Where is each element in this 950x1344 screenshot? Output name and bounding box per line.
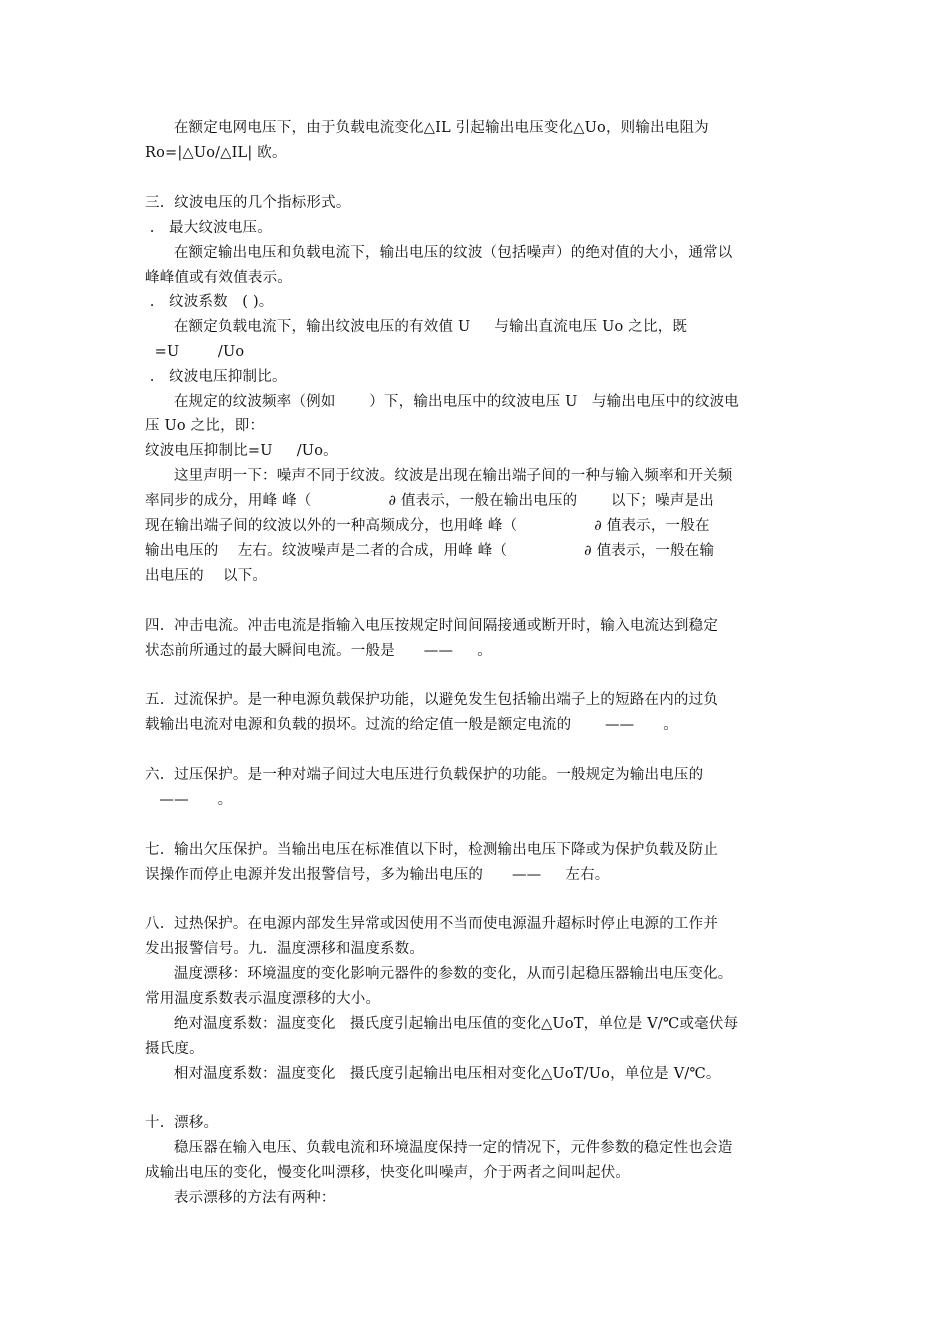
section-heading: 三. 纹波电压的几个指标形式。 (145, 195, 351, 211)
text-line: 输出电压的 左右。纹波噪声是二者的合成，用峰 峰（ ∂ 值表示，一般在输 (145, 543, 715, 559)
text-line: 压 Uo 之比，即： (145, 418, 265, 434)
text-line: 出电压的 以下。 (145, 568, 268, 584)
section-heading: 六. 过压保护。是一种对端子间过大电压进行负载保护的功能。一般规定为输出电压的 (145, 767, 704, 783)
section-heading: 四. 冲击电流。冲击电流是指输入电压按规定时间间隔接通或断开时，输入电流达到稳定 (145, 618, 719, 634)
text-line: . 纹波系数 ( )。 (145, 294, 274, 310)
text-line: 状态前所通过的最大瞬间电流。一般是 —— 。 (145, 643, 492, 659)
text-line: 峰峰值或有效值表示。 (145, 270, 292, 286)
text-line: —— 。 (145, 792, 233, 808)
text-line: 在额定负载电流下，输出纹波电压的有效值 U 与输出直流电压 Uo 之比，既 (145, 319, 688, 335)
text-line: 在规定的纹波频率（例如 ）下，输出电压中的纹波电压 U 与输出电压中的纹波电 (145, 394, 739, 410)
text-line: 在额定电网电压下，由于负载电流变化△IL 引起输出电压变化△Uo，则输出电阻为 (145, 120, 709, 136)
text-line: 温度漂移：环境温度的变化影响元器件的参数的变化，从而引起稳压器输出电压变化。 (145, 966, 733, 982)
section-heading: 十. 漂移。 (145, 1115, 219, 1131)
section-heading: 七. 输出欠压保护。当输出电压在标准值以下时，检测输出电压下降或为保护负载及防止 (145, 842, 719, 858)
text-line: 绝对温度系数：温度变化 摄氏度引起输出电压值的变化△UoT，单位是 V/℃或毫伏每 (145, 1016, 739, 1032)
text-line: 在额定输出电压和负载电流下，输出电压的纹波（包括噪声）的绝对值的大小，通常以 (145, 245, 733, 261)
text-line: 现在输出端子间的纹波以外的一种高频成分，也用峰 峰（ ∂ 值表示，一般在 (145, 518, 710, 534)
text-line: 发出报警信号。九. 温度漂移和温度系数。 (145, 941, 425, 957)
text-line: 相对温度系数：温度变化 摄氏度引起输出电压相对变化△UoT/Uo，单位是 V/℃。 (145, 1066, 721, 1082)
text-line: Ro=|△Uo/△IL| 欧。 (145, 145, 287, 161)
text-line: 成输出电压的变化，慢变化叫漂移，快变化叫噪声，介于两者之间叫起伏。 (145, 1165, 631, 1181)
text-line: 率同步的成分，用峰 峰（ ∂ 值表示，一般在输出电压的 以下；噪声是出 (145, 493, 714, 509)
section-heading: 五. 过流保护。是一种电源负载保护功能，以避免发生包括输出端子上的短路在内的过负 (145, 692, 719, 708)
text-line: =U /Uo (145, 344, 245, 360)
text-line: 误操作而停止电源并发出报警信号，多为输出电压的 —— 左右。 (145, 867, 610, 883)
text-line: 表示漂移的方法有两种： (145, 1190, 336, 1206)
text-line: 载输出电流对电源和负载的损坏。过流的给定值一般是额定电流的 —— 。 (145, 717, 678, 733)
text-line: 稳压器在输入电压、负载电流和环境温度保持一定的情况下，元件参数的稳定性也会造 (145, 1140, 733, 1156)
text-line: . 纹波电压抑制比。 (145, 369, 287, 385)
text-line: 常用温度系数表示温度漂移的大小。 (145, 991, 381, 1007)
text-line: 纹波电压抑制比=U /Uo。 (145, 443, 338, 459)
text-line: 这里声明一下：噪声不同于纹波。纹波是出现在输出端子间的一种与输入频率和开关频 (145, 468, 733, 484)
text-line: 摄氏度。 (145, 1041, 204, 1057)
section-heading: 八. 过热保护。在电源内部发生异常或因使用不当而使电源温升超标时停止电源的工作并 (145, 916, 719, 932)
text-line: . 最大纹波电压。 (145, 220, 272, 236)
